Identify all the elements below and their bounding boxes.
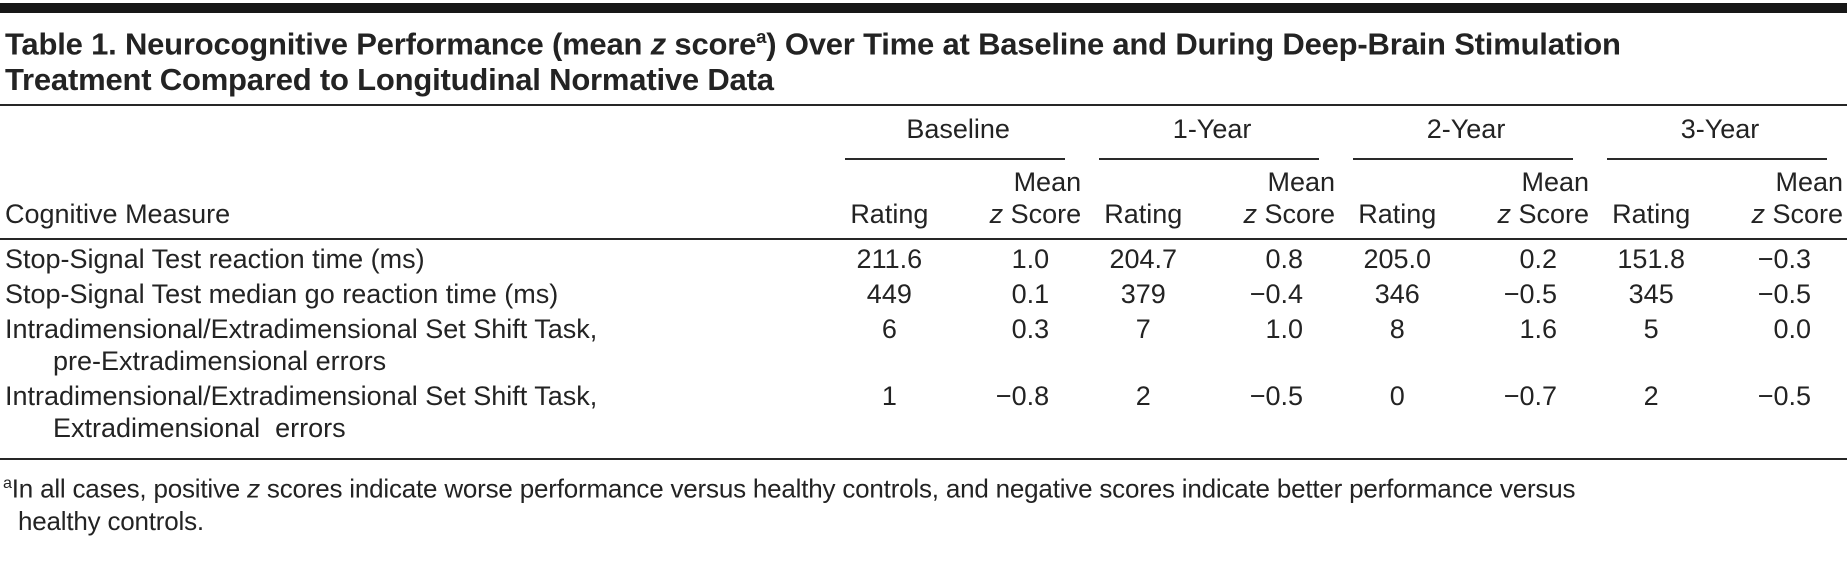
cell-rating: 211.6	[856, 244, 923, 275]
cell-rating: 345	[1628, 279, 1674, 310]
cell-measure: Stop-Signal Test median go reaction time (ms)	[5, 279, 559, 310]
group-header-spacer	[0, 106, 831, 160]
cell-rating: 2	[1085, 377, 1201, 459]
cell-rating: 379	[1120, 279, 1166, 310]
column-header-mean-z-score	[1201, 160, 1339, 239]
group-label: Baseline	[906, 114, 1010, 145]
cell-zscore: −0.5	[1201, 377, 1339, 459]
cell-zscore: 1.6	[1519, 314, 1558, 345]
footnote-text-2: scores indicate worse performance versus healthy controls, and negative scores indicate better performance versus	[259, 473, 1576, 504]
group-header-2-year	[1339, 106, 1593, 160]
neurocognitive-table	[0, 106, 1847, 460]
mean-label: Mean	[1521, 167, 1590, 198]
cell-rating: 2	[1593, 377, 1709, 459]
column-header-cognitive-measure: Cognitive Measure	[0, 160, 831, 239]
cell-rating: 449	[866, 279, 912, 310]
cell-rating: 5	[1643, 314, 1659, 345]
group-header-row	[0, 106, 1847, 160]
cell-zscore: −0.5	[1503, 279, 1558, 310]
mean-label: Mean	[1775, 167, 1843, 198]
group-label: 2-Year	[1426, 114, 1506, 145]
cell-zscore: −0.3	[1757, 244, 1811, 275]
column-header-rating: Rating	[1085, 160, 1201, 239]
cell-measure: Stop-Signal Test reaction time (ms)	[5, 244, 425, 275]
cell-zscore: −0.5	[1757, 279, 1811, 310]
z-score-label: z Score	[1497, 199, 1590, 230]
column-header-mean-z-score	[948, 160, 1086, 239]
table-footnote	[0, 460, 1847, 537]
cell-measure: Intradimensional/Extradimensional Set Shift Task, pre-Extradimensional errors	[5, 314, 598, 377]
z-score-label: z Score	[989, 199, 1082, 230]
table-row	[0, 310, 1847, 377]
cell-rating: 1	[831, 377, 947, 459]
cell-zscore: −0.7	[1455, 377, 1593, 459]
column-header-mean-z-score	[1709, 160, 1847, 239]
table-title	[0, 13, 1847, 106]
group-label: 1-Year	[1172, 114, 1252, 145]
title-footnote-marker: a	[756, 26, 767, 47]
cell-zscore: 1.0	[1265, 314, 1304, 345]
column-header-mean-z-score	[1455, 160, 1593, 239]
mean-label: Mean	[1013, 167, 1082, 198]
z-score-label: z Score	[1751, 199, 1843, 230]
cell-rating: 0	[1339, 377, 1455, 459]
footnote-line-2: healthy controls.	[18, 505, 204, 536]
table-row	[0, 275, 1847, 310]
title-text-3: ) Over Time at Baseline and During Deep-Brain Stimulation	[766, 26, 1621, 62]
title-text-2: score	[665, 26, 757, 62]
cell-zscore: −0.5	[1709, 377, 1847, 459]
title-line-2: Treatment Compared to Longitudinal Normative Data	[5, 62, 774, 98]
cell-rating: 8	[1389, 314, 1405, 345]
cell-zscore: 1.0	[1011, 244, 1050, 275]
column-header-rating: Rating	[1339, 160, 1455, 239]
group-header-1-year	[1085, 106, 1339, 160]
column-header-rating: Rating	[831, 160, 947, 239]
sub-header-row	[0, 160, 1847, 239]
group-label: 3-Year	[1680, 114, 1760, 145]
table-row	[0, 239, 1847, 275]
cell-measure: Intradimensional/Extradimensional Set Shift Task, Extradimensional errors	[0, 377, 831, 459]
cell-zscore: −0.4	[1249, 279, 1304, 310]
cell-zscore: −0.8	[948, 377, 1086, 459]
cell-zscore: 0.1	[1011, 279, 1050, 310]
cell-rating: 151.8	[1617, 244, 1685, 275]
group-header-baseline	[831, 106, 1085, 160]
top-rule	[0, 3, 1847, 13]
cell-zscore: 0.2	[1519, 244, 1558, 275]
footnote-text: In all cases, positive	[11, 473, 248, 504]
table-row	[0, 377, 1847, 459]
cell-zscore: 0.8	[1265, 244, 1304, 275]
footnote-z-symbol: z	[247, 473, 260, 504]
title-z-symbol: z	[650, 26, 666, 62]
cell-rating: 346	[1374, 279, 1420, 310]
cell-rating: 6	[881, 314, 897, 345]
column-header-rating: Rating	[1593, 160, 1709, 239]
title-text: Table 1. Neurocognitive Performance (mean	[5, 26, 651, 62]
cell-rating: 204.7	[1109, 244, 1178, 275]
footnote-marker: a	[3, 474, 12, 493]
cell-rating: 7	[1135, 314, 1151, 345]
group-header-3-year	[1593, 106, 1847, 160]
z-score-label: z Score	[1243, 199, 1336, 230]
cell-rating: 205.0	[1363, 244, 1432, 275]
cell-zscore: 0.3	[1011, 314, 1050, 345]
mean-label: Mean	[1267, 167, 1336, 198]
cell-zscore: 0.0	[1773, 314, 1811, 345]
